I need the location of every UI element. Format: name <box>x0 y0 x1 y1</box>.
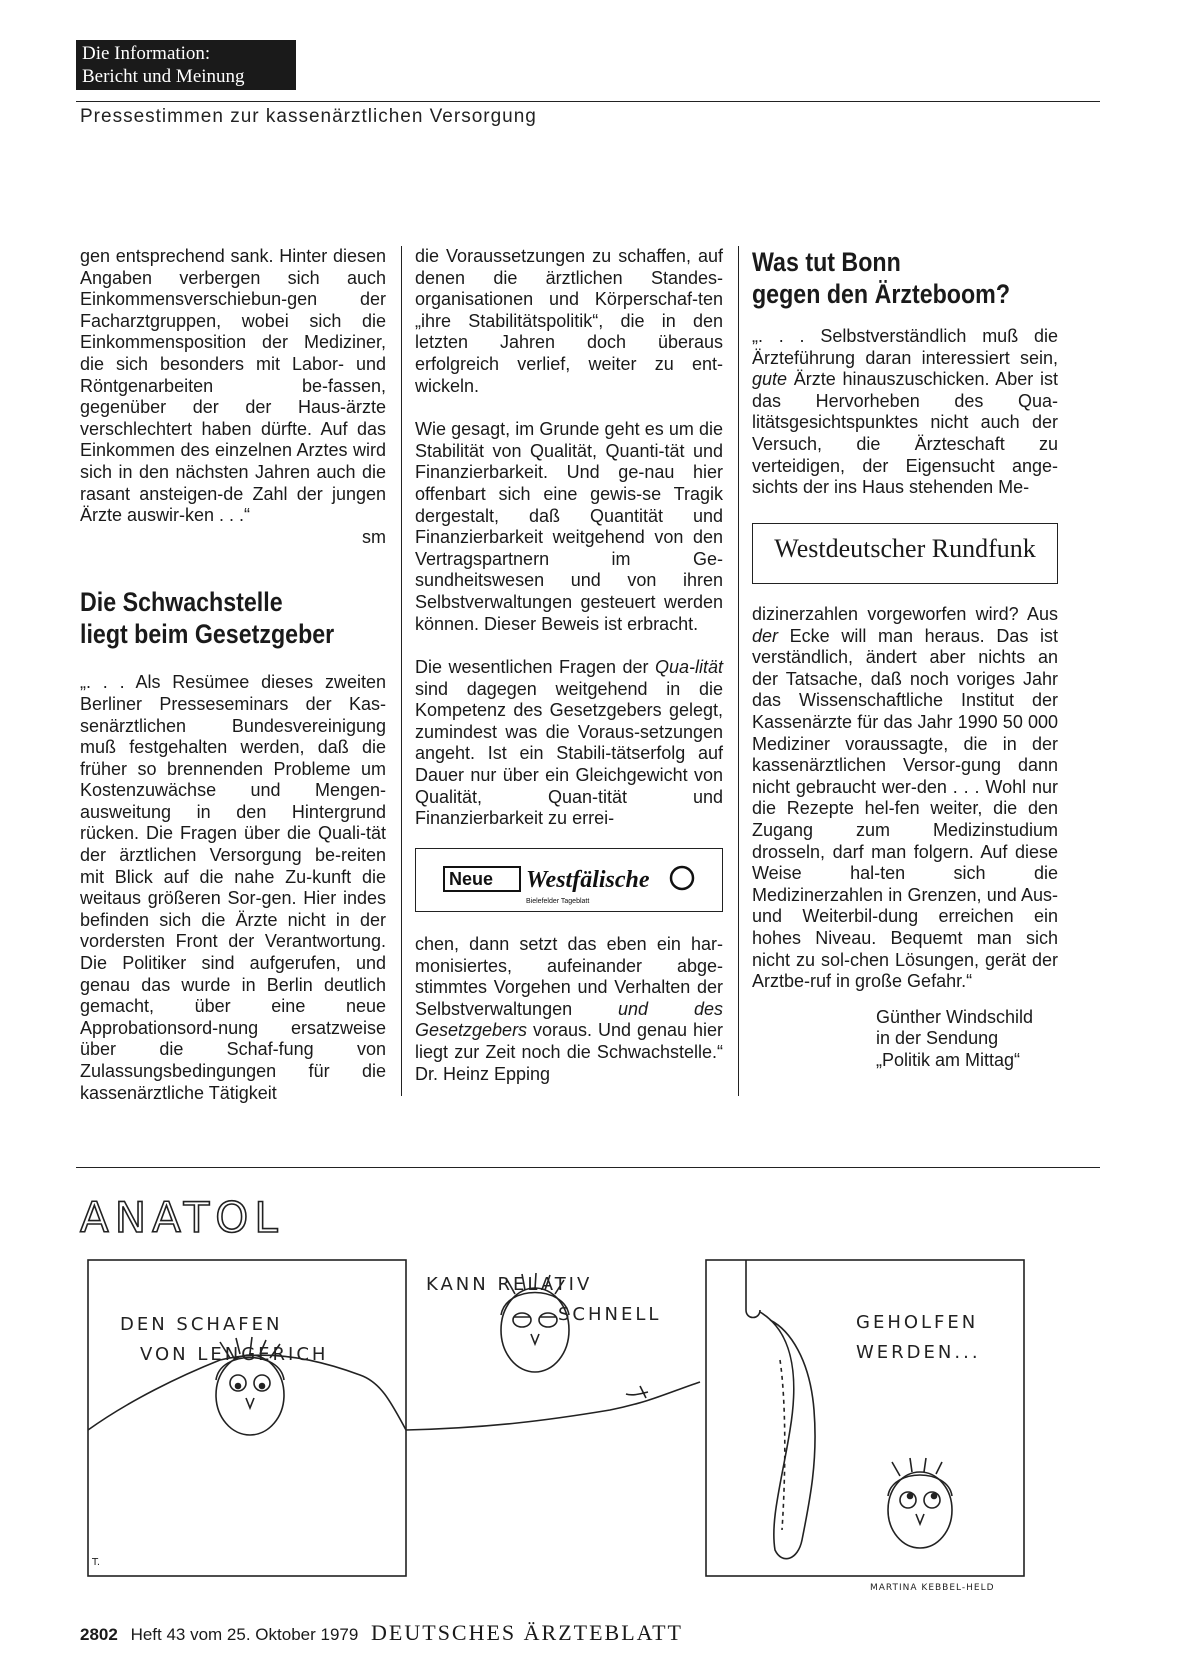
column-2 <box>415 246 723 830</box>
panel-3-caption-1: GEHOLFEN <box>856 1312 979 1333</box>
panel-2-caption-2: SCHNELL <box>558 1304 662 1325</box>
source-box-wdr: Westdeutscher Rundfunk <box>752 523 1058 584</box>
issue-info: Heft 43 vom 25. Oktober 1979 <box>130 1625 359 1644</box>
col3-paragraph-1: „. . . Selbstverständlich muß die Ärzteführung daran interessiert sein, gute Ärzte hinauszuschicken. Aber ist das Hervorheben des Qua-litätsgesichtspunktes nicht auch der Versuch, die Ärzteschaft zu verteidigen, der Eigensucht ange-sichts der ins Haus stehenden Me- <box>752 326 1058 498</box>
column-divider-2 <box>738 246 739 1096</box>
comic-panel-3 <box>706 1260 1024 1576</box>
col3-heading-line-2: gegen den Ärzteboom? <box>752 279 1011 309</box>
section-line-2: Bericht und Meinung <box>82 66 245 87</box>
journal-name: DEUTSCHES ÄRZTEBLATT <box>371 1620 683 1645</box>
column-2-continued <box>415 934 723 1085</box>
column-1 <box>80 246 386 1104</box>
comic-credit: MARTINA KEBBEL-HELD <box>870 1583 995 1593</box>
comic-title: ANATOL <box>80 1193 284 1242</box>
panel-1-caption-2: VON LENGERICH <box>140 1344 329 1365</box>
newspaper-logo-box <box>415 848 723 912</box>
page-footer <box>80 1620 683 1646</box>
col2-paragraph-3: Die wesentlichen Fragen der Qua-lität sind dagegen weitgehend in die Kompetenz des Gesetzgebers gelegt, zumindest was die Voraus-setzungen angeht. Ist ein Stabili-tätserfolg auf Dauer nur über ein Gleichgewicht von Qualität, Quan-tität und Finanzierbarkeit zu errei- <box>415 657 723 829</box>
page-subtitle: Pressestimmen zur kassenärztlichen Versorgung <box>80 106 537 127</box>
column-divider-1 <box>401 246 402 1096</box>
svg-text:T.: T. <box>92 1557 101 1568</box>
section-line-1: Die Information: <box>82 43 211 64</box>
panel-1-caption-1: DEN SCHAFEN <box>120 1314 283 1335</box>
page-number: 2802 <box>80 1625 118 1644</box>
svg-text:Bielefelder Tageblatt: Bielefelder Tageblatt <box>526 898 590 905</box>
header-rule <box>76 101 1100 102</box>
owl-3 <box>888 1458 952 1548</box>
svg-text:Neue: Neue <box>449 869 494 889</box>
panel-3-caption-2: WERDEN... <box>856 1342 981 1363</box>
col1-heading-line-1: Die Schwachstelle <box>80 587 283 618</box>
col3-heading-line-1: Was tut Bonn <box>752 247 901 277</box>
col3-paragraph-2: dizinerzahlen vorgeworfen wird? Aus der Ecke will man heraus. Das ist verständlich, ändert aber nichts an der Tatsache, daß noch voriges Jahr das Wissenschaftliche Institut der Kassenärzte für das Jahr 1990 50 000 Mediziner voraussagte, die in der kassenärztlichen Versor-gung dann nicht gebraucht wer-den . . . Wohl nur die Rezepte hel-fen weiter, die den Zugang zum Medizinstudium drosseln, darf man folgern. Auf diese Weise hal-ten sich die Medizinerzahlen in Grenzen, und Aus- und Weiterbil-dung erreichen ein hohes Niveau. Bequemt man sich nicht zu sol-chen Lösungen, gerät der Arztbe-ruf in große Gefahr.“ <box>752 604 1058 992</box>
col2-paragraph-4: chen, dann setzt das eben ein har-monisiertes, aufeinander abge-stimmtes Vorgehen und Verhalten der Selbstverwaltungen und des Gesetzgebers voraus. Und genau hier liegt zur Zeit noch die Schwachstelle.“ Dr. Heinz Epping <box>415 934 723 1084</box>
comic-panel-1 <box>88 1260 406 1576</box>
neue-westfaelische-logo <box>416 849 721 910</box>
col2-paragraph-1: die Voraussetzungen zu schaffen, auf denen die ärztlichen Standes-organisationen und Körperschaf-ten „ihre Stabilitätspolitik“, die in den letzten Jahren doch überaus erfolgreich verlief, weiter zu ent-wickeln. <box>415 246 723 396</box>
col1-paragraph-2: „. . . Als Resümee dieses zweiten Berliner Presseseminars der Kas-senärztlichen Bundesvereinigung muß festgehalten werden, daß die früher so brennenden Probleme um Kostenzuwächse und Mengen-ausweitung in den Hintergrund rücken. Die Fragen über die Quali-tät der ärztlichen Versorgung be-reiten mit Blick auf die nahe Zu-kunft die weitaus größeren Sor-gen. Hier indes befinden sich die Ärzte nicht in der vordersten Front der Verantwortung. Die Politiker sind aufgerufen, und genau das wurde in Berlin deutlich gemacht, über eine neue Approbationsord-nung ersatzweise über die Schaf-fung von Zulassungsbedingungen für die kassenärztliche Tätigkeit <box>80 672 386 1103</box>
svg-text:Westfälische: Westfälische <box>526 867 650 893</box>
col1-heading-line-2: liegt beim Gesetzgeber <box>80 619 335 650</box>
col1-signature: sm <box>362 526 386 547</box>
col3-signature: Günther Windschild in der Sendung „Politik am Mittag“ <box>876 1006 1034 1070</box>
comic-strip <box>70 1170 1110 1610</box>
panel-2-caption-1: KANN RELATIV <box>426 1274 593 1295</box>
col2-paragraph-2: Wie gesagt, im Grunde geht es um die Stabilität von Qualität, Quanti-tät und Finanzierbarkeit. Und ge-nau hier offenbart sich eine gewis-se Tragik dergestalt, daß Quantität und Finanzierbarkeit weitgehend von den Vertragspartnern im Ge-sundheitswesen und von ihren Selbstverwaltungen gesteuert werden können. Dieser Beweis ist erbracht. <box>415 419 723 634</box>
comic-top-rule <box>76 1167 1100 1168</box>
column-3 <box>752 246 1058 499</box>
section-badge <box>76 40 296 90</box>
column-3-continued <box>752 604 1058 1071</box>
comic-panel-2 <box>406 1273 700 1430</box>
col1-paragraph-1: gen entsprechend sank. Hinter diesen Angaben verbergen sich auch Einkommensverschiebun-gen der Facharztgruppen, wobei sich die Einkommensposition der Mediziner, die sich besonders mit Labor- und Röntgenarbeiten be-fassen, gegenüber der der Haus-ärzte verschlechtert haben dürfte. Auf das Einkommen des einzelnen Arztes wird sich in den nächsten Jahren auch die rasant ansteigen-de Zahl der jungen Ärzte auswir-ken . . .“ <box>80 246 386 526</box>
